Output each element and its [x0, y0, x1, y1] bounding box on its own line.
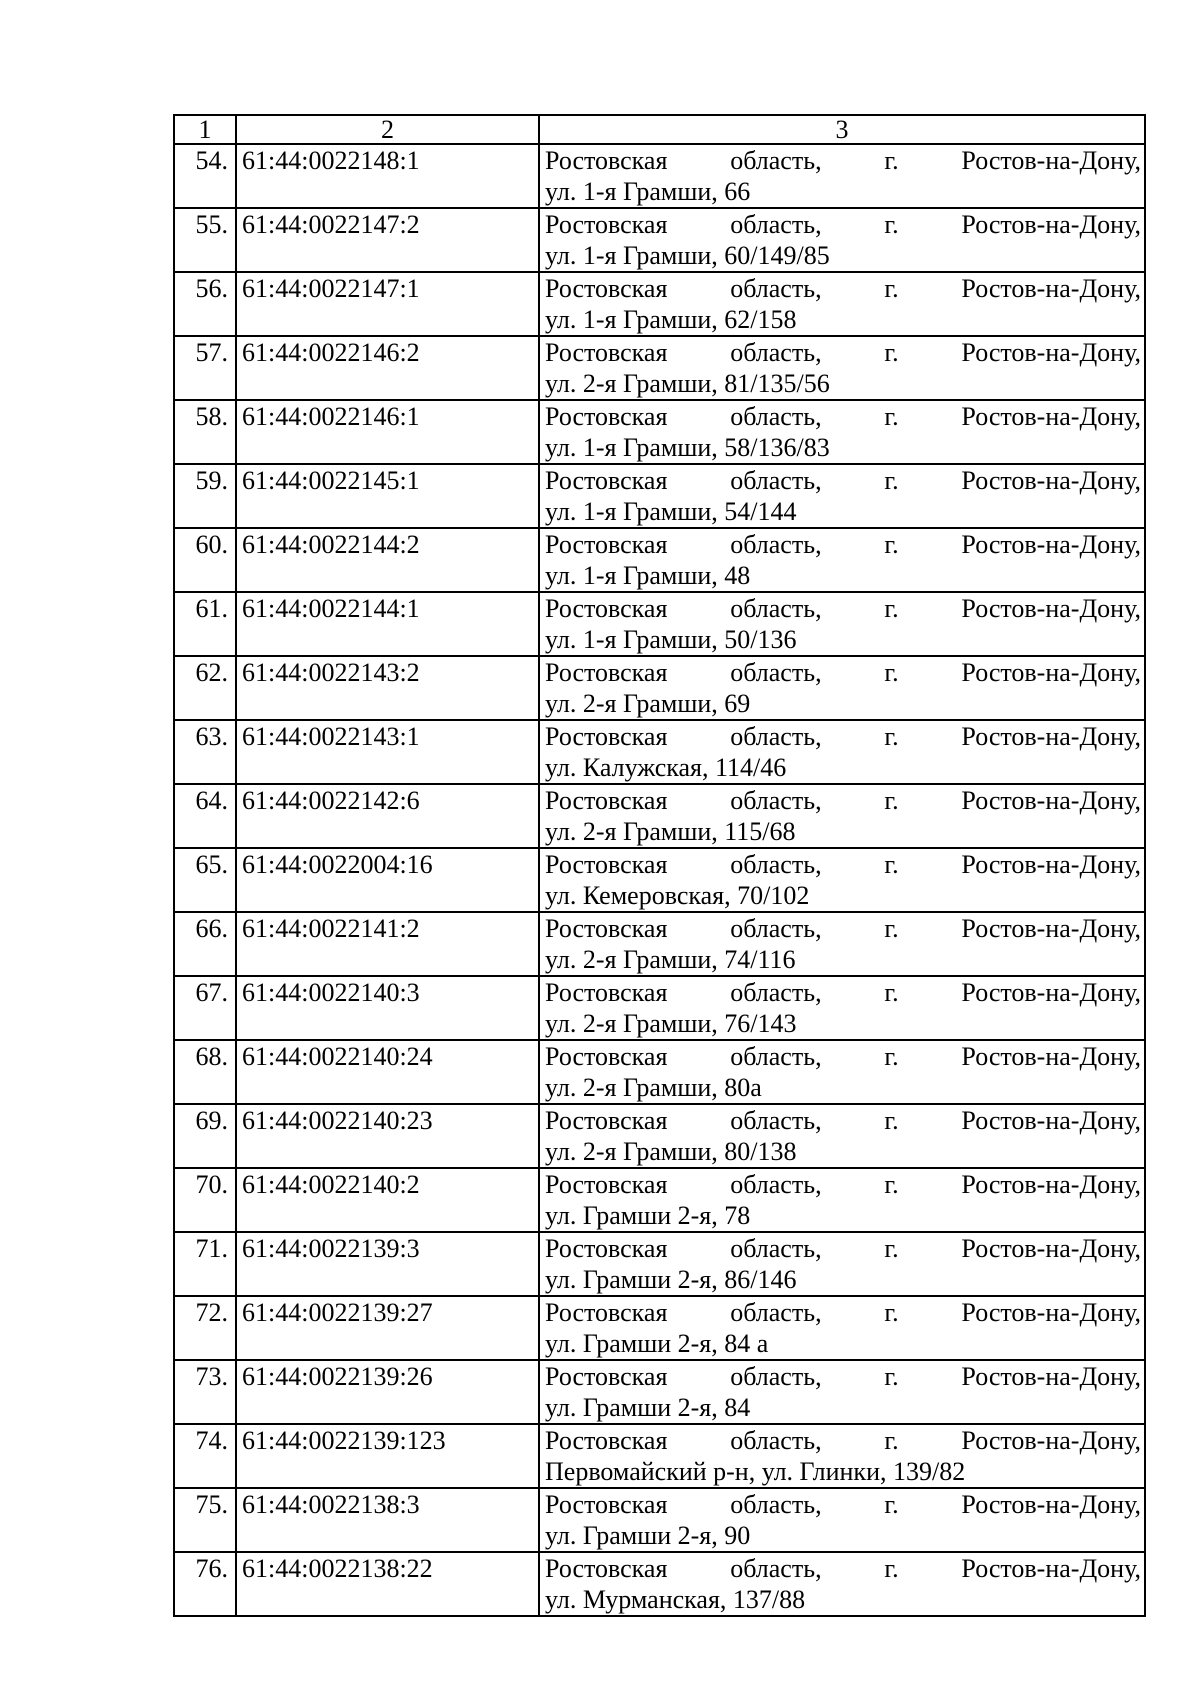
address-cell [539, 272, 1145, 336]
cadastral-number: 61:44:0022140:23 [236, 1104, 539, 1168]
address-line: Ростовская область, г. Ростов-на-Дону, [545, 274, 1141, 303]
table-row [174, 1424, 1145, 1488]
address-line: Первомайский р-н, ул. Глинки, 139/82 [545, 1457, 966, 1486]
address-cell [539, 656, 1145, 720]
row-number: 69. [174, 1104, 236, 1168]
table-row [174, 1296, 1145, 1360]
table-row [174, 848, 1145, 912]
cadastral-number: 61:44:0022148:1 [236, 144, 539, 208]
table-row [174, 272, 1145, 336]
address-line: Ростовская область, г. Ростов-на-Дону, [545, 402, 1141, 431]
cadastral-number: 61:44:0022140:3 [236, 976, 539, 1040]
address-line: ул. Грамши 2-я, 78 [545, 1201, 751, 1230]
row-number: 56. [174, 272, 236, 336]
address-cell [539, 528, 1145, 592]
address-line: ул. 1-я Грамши, 62/158 [545, 305, 797, 334]
row-number: 67. [174, 976, 236, 1040]
row-number: 62. [174, 656, 236, 720]
address-line: Ростовская область, г. Ростов-на-Дону, [545, 530, 1141, 559]
address-line: ул. Грамши 2-я, 84 а [545, 1329, 769, 1358]
address-line: Ростовская область, г. Ростов-на-Дону, [545, 1298, 1141, 1327]
address-line: Ростовская область, г. Ростов-на-Дону, [545, 1234, 1141, 1263]
cadastral-number: 61:44:0022141:2 [236, 912, 539, 976]
cadastral-number: 61:44:0022138:22 [236, 1552, 539, 1616]
address-cell [539, 1552, 1145, 1616]
table-row [174, 1552, 1145, 1616]
address-cell [539, 1296, 1145, 1360]
land-plots-table [173, 114, 1146, 1617]
row-number: 58. [174, 400, 236, 464]
row-number: 73. [174, 1360, 236, 1424]
address-line: Ростовская область, г. Ростов-на-Дону, [545, 146, 1141, 175]
column-header-3: 3 [539, 115, 1145, 144]
address-line: ул. 2-я Грамши, 76/143 [545, 1009, 797, 1038]
address-cell [539, 208, 1145, 272]
address-cell [539, 592, 1145, 656]
address-cell [539, 784, 1145, 848]
cadastral-number: 61:44:0022138:3 [236, 1488, 539, 1552]
address-cell [539, 336, 1145, 400]
address-line: Ростовская область, г. Ростов-на-Дону, [545, 1490, 1141, 1519]
table-body [174, 115, 1145, 1616]
address-cell [539, 976, 1145, 1040]
address-line: Ростовская область, г. Ростов-на-Дону, [545, 786, 1141, 815]
table-row [174, 720, 1145, 784]
cadastral-number: 61:44:0022140:24 [236, 1040, 539, 1104]
table-row [174, 208, 1145, 272]
column-header-2: 2 [236, 115, 539, 144]
address-line: Ростовская область, г. Ростов-на-Дону, [545, 466, 1141, 495]
table-row [174, 400, 1145, 464]
address-line: Ростовская область, г. Ростов-на-Дону, [545, 658, 1141, 687]
cadastral-number: 61:44:0022144:1 [236, 592, 539, 656]
cadastral-number: 61:44:0022142:6 [236, 784, 539, 848]
address-line: Ростовская область, г. Ростов-на-Дону, [545, 1106, 1141, 1135]
cadastral-number: 61:44:0022147:2 [236, 208, 539, 272]
table-row [174, 912, 1145, 976]
address-line: Ростовская область, г. Ростов-на-Дону, [545, 1042, 1141, 1071]
row-number: 63. [174, 720, 236, 784]
address-line: ул. 1-я Грамши, 60/149/85 [545, 241, 830, 270]
address-line: ул. 2-я Грамши, 115/68 [545, 817, 796, 846]
column-header-1: 1 [174, 115, 236, 144]
address-line: Ростовская область, г. Ростов-на-Дону, [545, 722, 1141, 751]
cadastral-number: 61:44:0022140:2 [236, 1168, 539, 1232]
address-cell [539, 1424, 1145, 1488]
address-line: ул. 2-я Грамши, 69 [545, 689, 751, 718]
address-line: ул. 2-я Грамши, 80/138 [545, 1137, 797, 1166]
cadastral-number: 61:44:0022144:2 [236, 528, 539, 592]
cadastral-number: 61:44:0022145:1 [236, 464, 539, 528]
table-row [174, 144, 1145, 208]
address-line: Ростовская область, г. Ростов-на-Дону, [545, 594, 1141, 623]
address-line: Ростовская область, г. Ростов-на-Дону, [545, 914, 1141, 943]
address-line: ул. 1-я Грамши, 48 [545, 561, 751, 590]
row-number: 64. [174, 784, 236, 848]
row-number: 54. [174, 144, 236, 208]
address-line: Ростовская область, г. Ростов-на-Дону, [545, 850, 1141, 879]
address-line: Ростовская область, г. Ростов-на-Дону, [545, 978, 1141, 1007]
cadastral-number: 61:44:0022004:16 [236, 848, 539, 912]
address-cell [539, 1488, 1145, 1552]
table-row [174, 464, 1145, 528]
table-row [174, 592, 1145, 656]
cadastral-number: 61:44:0022146:2 [236, 336, 539, 400]
table-row [174, 976, 1145, 1040]
row-number: 76. [174, 1552, 236, 1616]
address-line: ул. Мурманская, 137/88 [545, 1585, 806, 1614]
address-line: Ростовская область, г. Ростов-на-Дону, [545, 210, 1141, 239]
address-line: ул. 2-я Грамши, 74/116 [545, 945, 796, 974]
table-row [174, 1360, 1145, 1424]
row-number: 57. [174, 336, 236, 400]
address-line: ул. 2-я Грамши, 80а [545, 1073, 762, 1102]
address-line: Ростовская область, г. Ростов-на-Дону, [545, 338, 1141, 367]
cadastral-number: 61:44:0022147:1 [236, 272, 539, 336]
table-row [174, 336, 1145, 400]
cadastral-number: 61:44:0022139:3 [236, 1232, 539, 1296]
address-cell [539, 848, 1145, 912]
address-line: ул. 2-я Грамши, 81/135/56 [545, 369, 830, 398]
row-number: 60. [174, 528, 236, 592]
table-row [174, 1232, 1145, 1296]
address-line: ул. 1-я Грамши, 50/136 [545, 625, 797, 654]
address-cell [539, 1360, 1145, 1424]
address-line: Ростовская область, г. Ростов-на-Дону, [545, 1554, 1141, 1583]
address-line: ул. 1-я Грамши, 58/136/83 [545, 433, 830, 462]
header-row [174, 115, 1145, 144]
table-row [174, 528, 1145, 592]
address-cell [539, 1040, 1145, 1104]
row-number: 55. [174, 208, 236, 272]
cadastral-number: 61:44:0022146:1 [236, 400, 539, 464]
table-row [174, 1168, 1145, 1232]
cadastral-number: 61:44:0022143:1 [236, 720, 539, 784]
row-number: 72. [174, 1296, 236, 1360]
address-cell [539, 1168, 1145, 1232]
address-cell [539, 464, 1145, 528]
address-line: ул. Калужская, 114/46 [545, 753, 787, 782]
address-line: Ростовская область, г. Ростов-на-Дону, [545, 1362, 1141, 1391]
row-number: 65. [174, 848, 236, 912]
address-line: ул. Грамши 2-я, 84 [545, 1393, 751, 1422]
address-line: Ростовская область, г. Ростов-на-Дону, [545, 1170, 1141, 1199]
row-number: 70. [174, 1168, 236, 1232]
address-cell [539, 144, 1145, 208]
row-number: 75. [174, 1488, 236, 1552]
cadastral-number: 61:44:0022139:27 [236, 1296, 539, 1360]
cadastral-number: 61:44:0022139:26 [236, 1360, 539, 1424]
address-cell [539, 720, 1145, 784]
address-line: Ростовская область, г. Ростов-на-Дону, [545, 1426, 1141, 1455]
table-row [174, 784, 1145, 848]
row-number: 59. [174, 464, 236, 528]
address-line: ул. Грамши 2-я, 86/146 [545, 1265, 797, 1294]
address-cell [539, 1232, 1145, 1296]
address-cell [539, 912, 1145, 976]
table-row [174, 1488, 1145, 1552]
table-row [174, 1104, 1145, 1168]
cadastral-number: 61:44:0022143:2 [236, 656, 539, 720]
row-number: 74. [174, 1424, 236, 1488]
address-line: ул. 1-я Грамши, 54/144 [545, 497, 797, 526]
address-line: ул. Грамши 2-я, 90 [545, 1521, 751, 1550]
row-number: 71. [174, 1232, 236, 1296]
row-number: 61. [174, 592, 236, 656]
address-cell [539, 1104, 1145, 1168]
row-number: 66. [174, 912, 236, 976]
table-row [174, 656, 1145, 720]
address-line: ул. Кемеровская, 70/102 [545, 881, 810, 910]
cadastral-number: 61:44:0022139:123 [236, 1424, 539, 1488]
address-cell [539, 400, 1145, 464]
row-number: 68. [174, 1040, 236, 1104]
table-row [174, 1040, 1145, 1104]
address-line: ул. 1-я Грамши, 66 [545, 177, 751, 206]
